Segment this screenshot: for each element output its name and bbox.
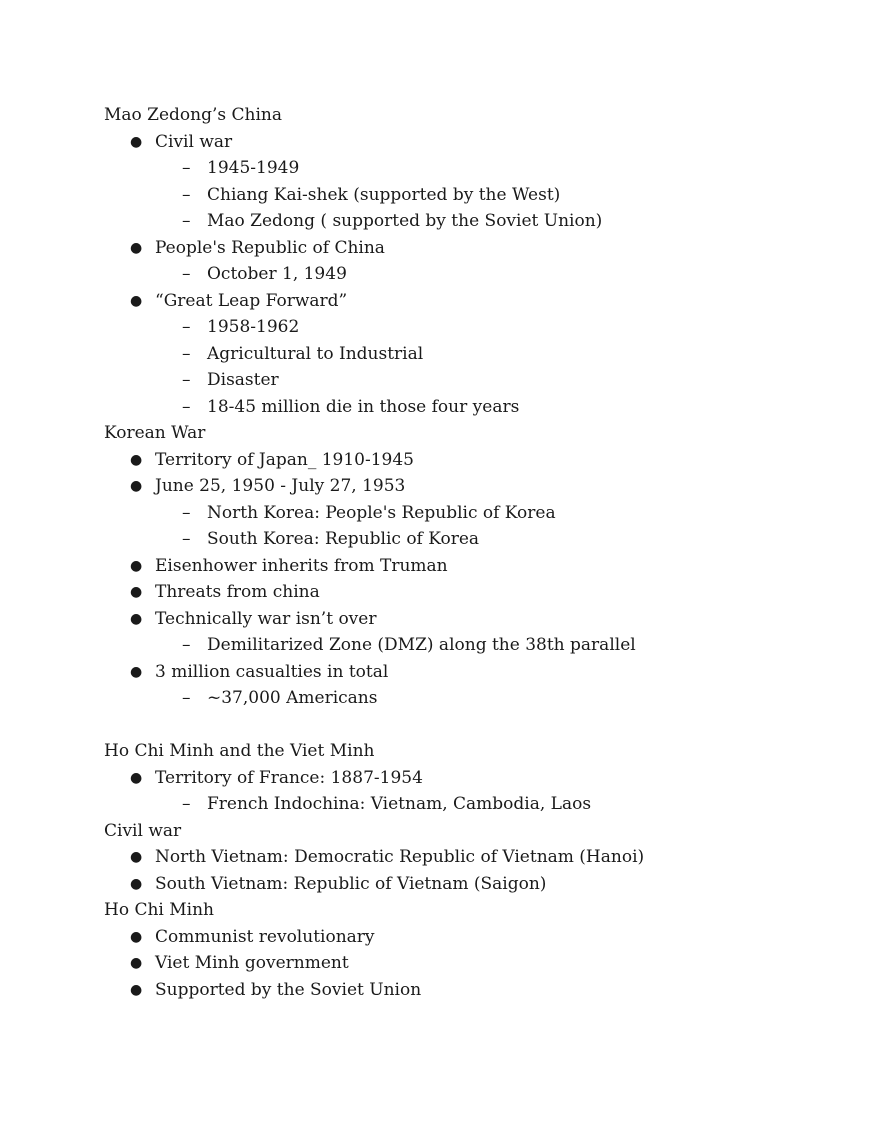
bullet-item: ● Territory of Japan_ 1910-1945 xyxy=(104,447,824,474)
bullet-item: ● June 25, 1950 - July 27, 1953 xyxy=(104,473,824,500)
bullet-icon: ● xyxy=(130,292,143,309)
bullet-icon: ● xyxy=(130,133,143,150)
dash-icon: – xyxy=(182,184,191,205)
bullet-item: ● Technically war isn’t over xyxy=(104,606,824,633)
sub-item: – Disaster xyxy=(104,367,824,394)
dash-icon: – xyxy=(182,502,191,523)
blank-line xyxy=(104,712,824,739)
bullet-item: ● Civil war xyxy=(104,129,824,156)
bullet-item: ● Territory of France: 1887-1954 xyxy=(104,765,824,792)
dash-icon: – xyxy=(182,794,191,814)
bullet-icon: ● xyxy=(130,451,143,468)
bullet-icon: ● xyxy=(130,584,143,600)
bullet-item: ● Supported by the Soviet Union xyxy=(104,977,824,1004)
sub-item: – South Korea: Republic of Korea xyxy=(104,526,824,553)
bullet-item: ● Viet Minh government xyxy=(104,950,824,977)
sub-item: – Mao Zedong ( supported by the Soviet Union) xyxy=(104,208,824,235)
dash-icon: – xyxy=(182,396,191,417)
bullet-icon: ● xyxy=(130,875,143,892)
section-heading: Korean War xyxy=(104,423,206,443)
dash-icon: – xyxy=(182,370,191,390)
bullet-item: ● “Great Leap Forward” xyxy=(104,288,824,315)
sub-item: – October 1, 1949 xyxy=(104,261,824,288)
sub-item: – Demilitarized Zone (DMZ) along the 38th parallel xyxy=(104,632,824,659)
bullet-item: ● 3 million casualties in total xyxy=(104,659,824,686)
sub-item: – French Indochina: Vietnam, Cambodia, Laos xyxy=(104,791,824,818)
section-heading: Ho Chi Minh xyxy=(104,900,215,920)
bullet-icon: ● xyxy=(130,478,143,494)
bullet-item: ● People's Republic of China xyxy=(104,235,824,262)
dash-icon: – xyxy=(182,317,191,337)
bullet-icon: ● xyxy=(130,557,143,574)
sub-item: – 18-45 million die in those four years xyxy=(104,394,824,421)
bullet-icon: ● xyxy=(130,610,143,627)
section-heading: Ho Chi Minh and the Viet Minh xyxy=(104,741,375,761)
bullet-item: ● Eisenhower inherits from Truman xyxy=(104,553,824,580)
dash-icon: – xyxy=(182,264,191,284)
bullet-icon: ● xyxy=(130,981,143,998)
bullet-icon: ● xyxy=(130,849,143,865)
dash-icon: – xyxy=(182,635,191,655)
bullet-item: ● North Vietnam: Democratic Republic of Vietnam (Hanoi) xyxy=(104,844,824,871)
section-heading: Mao Zedong’s China xyxy=(104,105,283,125)
dash-icon: – xyxy=(182,158,191,178)
bullet-icon: ● xyxy=(130,663,143,680)
bullet-icon: ● xyxy=(130,769,143,786)
sub-item: – Chiang Kai-shek (supported by the West) xyxy=(104,182,824,209)
bullet-icon: ● xyxy=(130,955,143,971)
bullet-icon: ● xyxy=(130,928,143,945)
sub-item: – Agricultural to Industrial xyxy=(104,341,824,368)
bullet-item: ● South Vietnam: Republic of Vietnam (Saigon) xyxy=(104,871,824,898)
section-heading: Civil war xyxy=(104,820,182,841)
sub-item: – 1945-1949 xyxy=(104,155,824,182)
sub-item: – ~37,000 Americans xyxy=(104,685,824,712)
document-page xyxy=(104,102,824,1003)
sub-item: – North Korea: People's Republic of Korea xyxy=(104,500,824,527)
bullet-icon: ● xyxy=(130,239,143,256)
dash-icon: – xyxy=(182,343,191,364)
dash-icon: – xyxy=(182,211,191,231)
bullet-item: ● Communist revolutionary xyxy=(104,924,824,951)
dash-icon: – xyxy=(182,529,191,549)
dash-icon: – xyxy=(182,688,191,708)
bullet-item: ● Threats from china xyxy=(104,579,824,606)
sub-item: – 1958-1962 xyxy=(104,314,824,341)
